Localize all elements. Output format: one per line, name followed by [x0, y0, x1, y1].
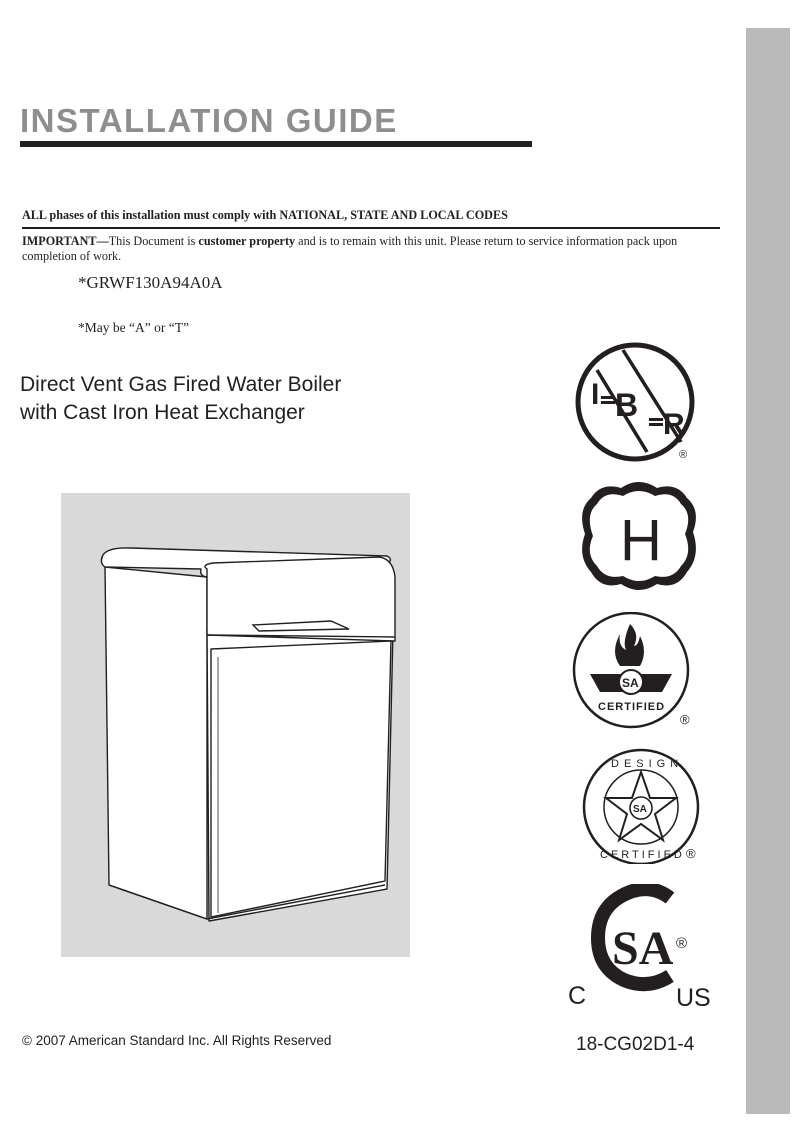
csa-c-label: C — [568, 982, 587, 1010]
important-text-2: and is to remain with this unit. Please return to service information pack upon completion of work. — [22, 234, 678, 263]
ibr-letter-r: R — [663, 408, 685, 441]
codes-notice: ALL phases of this installation must comply with NATIONAL, STATE AND LOCAL CODES — [22, 208, 720, 229]
ibr-letter-i: I — [591, 378, 600, 411]
boiler-illustration — [61, 493, 410, 957]
csa-logo — [580, 884, 702, 992]
boiler-front-door — [211, 641, 391, 917]
design-top-text: DESIGN — [611, 758, 684, 770]
certified-seal-text: SA — [622, 676, 639, 690]
product-title-line1: Direct Vent Gas Fired Water Boiler — [20, 373, 342, 396]
ibr-logo — [575, 342, 700, 468]
product-title-line2: with Cast Iron Heat Exchanger — [20, 401, 305, 424]
asme-letter-h: H — [620, 508, 662, 573]
design-seal-text: SA — [633, 804, 647, 815]
title-rule — [20, 141, 532, 147]
design-certified-logo — [580, 748, 702, 864]
important-text-1: This Document is — [108, 234, 199, 248]
important-emphasis: customer property — [198, 234, 296, 248]
document-number: 18-CG02D1-4 — [576, 1034, 695, 1055]
design-registered: ® — [686, 846, 696, 861]
page-edge-bar — [746, 28, 790, 1114]
important-notice — [22, 234, 722, 264]
copyright: © 2007 American Standard Inc. All Rights Reserved — [22, 1033, 332, 1048]
ibr-registered: ® — [679, 449, 688, 461]
csa-mark: SA — [612, 922, 674, 975]
asme-h-stamp-logo — [577, 480, 701, 593]
page-title: INSTALLATION GUIDE — [20, 102, 398, 139]
model-number: *GRWF130A94A0A — [78, 273, 223, 292]
certified-label: CERTIFIED — [598, 701, 666, 713]
csa-us-label: US — [676, 984, 711, 1012]
design-bottom-text: CERTIFIED — [600, 849, 685, 861]
product-title — [20, 371, 341, 427]
certified-registered: ® — [680, 712, 690, 727]
csa-registered: ® — [676, 935, 688, 952]
ibr-letter-b: B — [615, 387, 639, 423]
important-label: IMPORTANT— — [22, 234, 109, 248]
boiler-left-side — [105, 567, 207, 919]
model-note: *May be “A” or “T” — [78, 320, 189, 335]
flame-certified-logo — [570, 612, 700, 730]
boiler-drawing — [61, 493, 410, 957]
